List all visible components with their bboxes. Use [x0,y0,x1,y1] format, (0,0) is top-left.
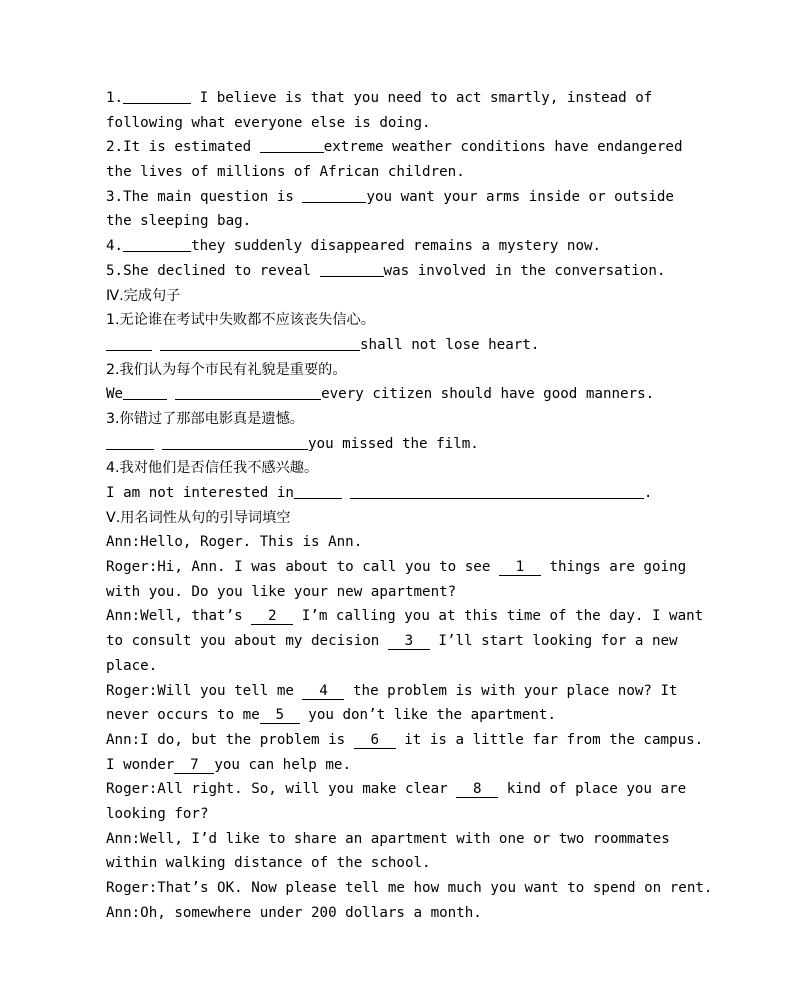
blank-7[interactable]: 7 [174,757,214,774]
s4-q1-blank-1[interactable] [106,335,152,351]
s4-q4-blank-1[interactable] [294,483,342,499]
worksheet-content [106,86,713,925]
section4-title: Ⅳ.完成句子 [106,287,181,304]
s4-q1-blank-2[interactable] [160,335,360,351]
dialog-text: I wonder [106,756,175,773]
s3-q4-line [106,234,706,259]
s4-q4-before: I am not interested in [106,485,294,501]
s4-q1-after: shall not lose heart. [360,336,540,353]
s3-q1-text: I believe is that you need to act smartly, instead of [191,90,653,106]
dialog-line-13: Ann:Well, I’d like to share an apartment with one or two roommates [106,830,670,847]
s3-q5-blank[interactable] [320,261,384,277]
dialog-line-5 [106,629,706,654]
s4-q2-blank-2[interactable] [175,384,321,400]
s4-q1-prompt: 1.无论谁在考试中失败都不应该丧失信心。 [106,312,375,329]
s3-q4-blank[interactable] [123,236,191,252]
dialog-line-12: looking for? [106,805,209,822]
dialog-text: it is a little far from the campus. [395,731,704,748]
blank-4[interactable]: 4 [302,683,344,700]
dialog-line-1: Ann:Hello, Roger. This is Ann. [106,534,363,551]
s3-q2-after: extreme weather conditions have endangered [323,139,683,156]
s3-q2-blank[interactable] [260,137,324,153]
dialog-text: I’ll start looking for a new [429,633,678,650]
section5-title: Ⅴ.用名词性从句的引导词填空 [106,509,291,526]
dialog-text: Ann:I do, but the problem is [106,731,354,748]
s3-q1-prefix: 1. [106,90,124,106]
s3-q5-after: was involved in the conversation. [383,262,666,279]
s3-q1-blank[interactable] [123,88,191,104]
s4-q3-answer [106,432,706,457]
dialog-line-6: place. [106,657,158,674]
dialog-line-14: within walking distance of the school. [106,855,431,872]
dialog-text: I’m calling you at this time of the day. I want [293,608,704,625]
dialog-text: you can help me. [214,756,352,773]
dialog-line-2 [106,555,706,580]
dialog-text: you don’t like the apartment. [299,707,556,724]
dialog-line-3: with you. Do you like your new apartment? [106,583,457,600]
s3-q3-blank[interactable] [302,187,366,203]
s3-q3-before: 3.The main question is [106,188,303,205]
s3-q3-line1 [106,185,706,210]
s3-q3-line2: the sleeping bag. [106,213,252,230]
s4-q2-after: every citizen should have good manners. [321,386,655,403]
dialog-line-9 [106,728,706,753]
blank-6[interactable]: 6 [354,732,396,749]
dialog-text: never occurs to me [106,707,260,724]
dialog-line-10 [106,753,706,778]
s4-q3-blank-1[interactable] [106,434,154,450]
s4-q1-answer [106,333,706,358]
s3-q3-after: you want your arms inside or outside [366,188,674,205]
dialog-line-11 [106,777,706,802]
s4-q3-prompt: 3.你错过了那部电影真是遗憾。 [106,410,304,427]
dialog-text: Ann:Well, that’s [106,608,252,625]
s4-q4-blank-2[interactable] [350,483,644,499]
dialog-line-8 [106,703,706,728]
s4-q2-answer [106,382,706,407]
blank-8[interactable]: 8 [456,781,498,798]
dialog-line-7 [106,679,706,704]
blank-1[interactable]: 1 [499,559,541,576]
s3-q1-line1 [106,86,706,111]
s3-q1-line2: following what everyone else is doing. [106,114,431,131]
s3-q4-after: they suddenly disappeared remains a mystery now. [191,238,602,255]
s4-q4-after: . [643,485,653,501]
dialog-text: Roger:All right. So, will you make clear [106,781,457,798]
dialog-line-15: Roger:That’s OK. Now please tell me how much you want to spend on rent. [106,880,713,896]
s4-q3-after: you missed the film. [308,435,479,452]
s4-q2-prompt: 2.我们认为每个市民有礼貌是重要的。 [106,361,347,378]
dialog-text: Roger:Hi, Ann. I was about to call you to see [106,559,499,576]
s3-q2-line1 [106,135,706,160]
dialog-line-16: Ann:Oh, somewhere under 200 dollars a month. [106,904,482,921]
s3-q5-line [106,259,706,284]
dialog-line-4 [106,604,706,629]
dialog-text: kind of place you are [498,781,687,798]
s3-q2-line2: the lives of millions of African children. [106,164,465,181]
s3-q5-before: 5.She declined to reveal [106,262,320,279]
dialog-text: things are going [540,559,687,576]
dialog-text: to consult you about my decision [106,633,388,650]
s4-q4-prompt: 4.我对他们是否信任我不感兴趣。 [106,460,319,477]
blank-3[interactable]: 3 [388,633,430,650]
s3-q4-prefix: 4. [106,238,124,255]
dialog-text: the problem is with your place now? It [344,682,678,699]
blank-5[interactable]: 5 [260,707,300,724]
s4-q4-answer [106,481,706,506]
dialog-text: Roger:Will you tell me [106,682,303,699]
blank-2[interactable]: 2 [251,608,293,625]
s4-q2-blank-1[interactable] [123,384,167,400]
s3-q2-before: 2.It is estimated [106,139,260,156]
s4-q2-before: We [106,386,124,403]
s4-q3-blank-2[interactable] [162,434,308,450]
